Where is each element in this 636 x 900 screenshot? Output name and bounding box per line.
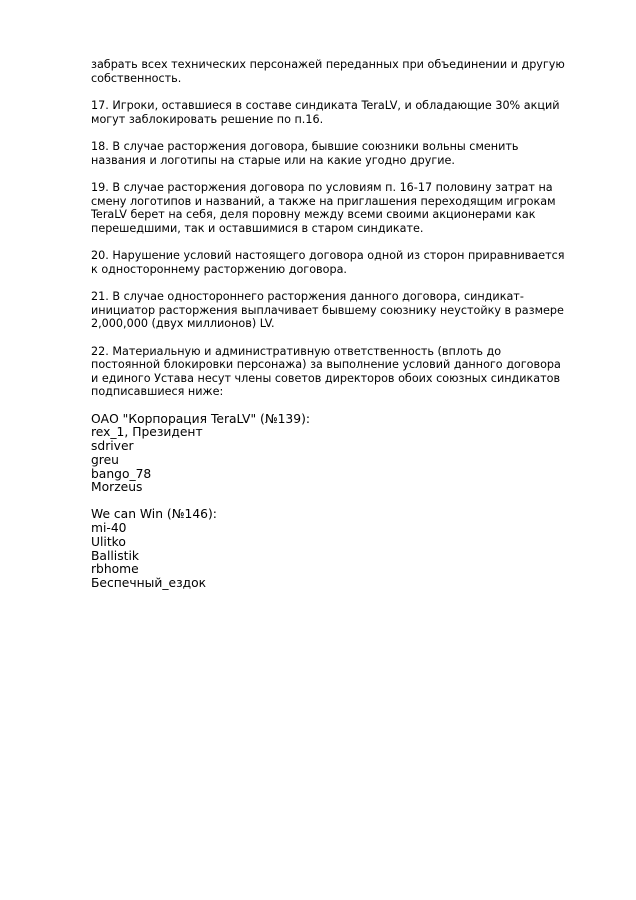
signatory-name: rex_1, Президент xyxy=(91,425,203,440)
paragraph-continuation: забрать всех технических персонажей переданных при объединении и другую собственность. xyxy=(91,58,565,85)
paragraph-18: 18. В случае расторжения договора, бывшие союзники вольны сменить названия и логотипы на старые или на какие угодно другие. xyxy=(91,140,519,167)
signatory-name: Ulitko xyxy=(91,534,126,549)
paragraph-22: 22. Материальную и административную ответственность (вплоть до постоянной блокировки персонажа) за выполнение условий данного договора и единого Устава несут члены советов директоров обоих союзных синдикатов подписавшиеся ниже: xyxy=(91,344,561,398)
signatory-group-title: ОАО "Корпорация TeraLV" (№139): xyxy=(91,411,311,426)
paragraph-17: 17. Игроки, оставшиеся в составе синдиката TeraLV, и обладающие 30% акций могут заблокировать решение по п.16. xyxy=(91,99,560,126)
signatory-name: Morzeus xyxy=(91,480,143,495)
paragraph-20: 20. Нарушение условий настоящего договора одной из сторон приравнивается к одностороннему расторжению договора. xyxy=(91,249,565,276)
signatory-group-teralv xyxy=(91,413,571,496)
signatory-name: Беспечный_ездок xyxy=(91,576,207,591)
signatory-name: greu xyxy=(91,452,119,467)
signatory-name: sdriver xyxy=(91,439,134,454)
signatory-name: bango_78 xyxy=(91,466,152,481)
signatory-group-title: We can Win (№146): xyxy=(91,507,217,522)
signatory-name: rbhome xyxy=(91,562,139,577)
signatory-name: Ballistik xyxy=(91,548,139,563)
document-page xyxy=(91,58,571,591)
paragraph-19: 19. В случае расторжения договора по условиям п. 16-17 половину затрат на смену логотипов и названий, а также на приглашения переходящим игрокам TeraLV берет на себя, деля поровну между всеми своими акционерами как перешедшими, так и оставшимися в старом синдикате. xyxy=(91,181,556,235)
paragraph-21: 21. В случае одностороннего расторжения данного договора, синдикат-инициатор расторжения выплачивает бывшему союзнику неустойку в размере 2,000,000 (двух миллионов) LV. xyxy=(91,290,564,330)
signatory-group-we-can-win xyxy=(91,508,571,591)
signatory-name: mi-40 xyxy=(91,521,127,536)
